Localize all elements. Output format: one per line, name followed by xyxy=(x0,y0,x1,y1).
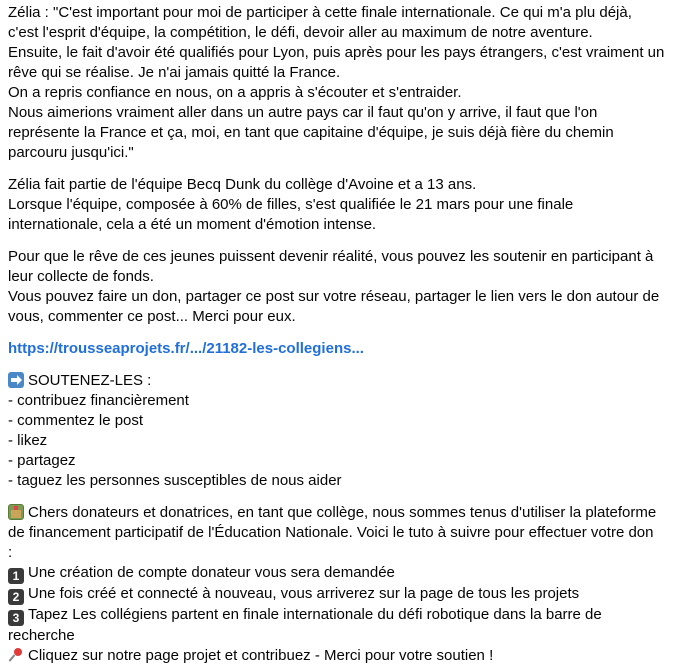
donation-link[interactable]: https://trousseaprojets.fr/.../21182-les-collegiens... xyxy=(8,340,364,357)
keycap-3-icon: 3 xyxy=(8,610,24,626)
team-line: internationale, cela a été un moment d'émotion intense. xyxy=(8,216,377,233)
step-3-text: Tapez Les collégiens partent en finale internationale du défi robotique dans la barre de xyxy=(28,606,602,623)
step-1-text: Une création de compte donateur vous sera demandée xyxy=(28,564,395,581)
step-2 xyxy=(8,584,666,605)
school-icon xyxy=(8,504,24,520)
support-line: Vous pouvez faire un don, partager ce post sur votre réseau, partager le lien vers le don autour de xyxy=(8,288,660,305)
step-3-continued: recherche xyxy=(8,627,75,644)
team-line: Lorsque l'équipe, composée à 60% de filles, s'est qualifiée le 21 mars pour une finale xyxy=(8,196,574,213)
donors-intro-row xyxy=(8,503,666,523)
step-2-text: Une fois créé et connecté à nouveau, vous arriverez sur la page de tous les projets xyxy=(28,585,580,602)
final-step xyxy=(8,646,666,666)
link-paragraph xyxy=(8,339,666,359)
soutenez-heading: SOUTENEZ-LES : xyxy=(28,372,152,389)
support-line: leur collecte de fonds. xyxy=(8,268,154,285)
soutenez-heading-row xyxy=(8,371,666,391)
step-1 xyxy=(8,563,666,584)
donors-section xyxy=(8,503,666,666)
quote-line: parcouru jusqu'ici." xyxy=(8,144,134,161)
list-item: - taguez les personnes susceptibles de nous aider xyxy=(8,472,342,489)
support-line: Pour que le rêve de ces jeunes puissent devenir réalité, vous pouvez les soutenir en participant à xyxy=(8,248,654,265)
support-paragraph xyxy=(8,247,666,327)
team-line: Zélia fait partie de l'équipe Becq Dunk du collège d'Avoine et a 13 ans. xyxy=(8,176,477,193)
soutenez-section xyxy=(8,371,666,491)
list-item: - contribuez financièrement xyxy=(8,392,189,409)
quote-line: rêve qui se réalise. Je n'ai jamais quitté la France. xyxy=(8,64,341,81)
list-item: - likez xyxy=(8,432,48,449)
donors-intro-line: Chers donateurs et donatrices, en tant que collège, nous sommes tenus d'utiliser la plateforme xyxy=(28,504,657,521)
keycap-2-icon: 2 xyxy=(8,589,24,605)
final-step-text: Cliquez sur notre page projet et contribuez - Merci pour votre soutien ! xyxy=(28,647,494,664)
list-item: - partagez xyxy=(8,452,76,469)
support-line: vous, commenter ce post... Merci pour eux. xyxy=(8,308,296,325)
quote-line: Zélia : "C'est important pour moi de participer à cette finale internationale. Ce qui m'a plu déjà, xyxy=(8,4,632,21)
quote-line: c'est l'esprit d'équipe, la compétition, le défi, devoir aller au maximum de notre aventure. xyxy=(8,24,593,41)
team-paragraph xyxy=(8,175,666,235)
step-3 xyxy=(8,605,666,626)
quote-line: On a repris confiance en nous, on a appris à s'écouter et s'entraider. xyxy=(8,84,462,101)
donors-intro-line: de financement participatif de l'Éducation Nationale. Voici le tuto à suivre pour effectuer votre don xyxy=(8,524,654,541)
quote-line: Ensuite, le fait d'avoir été qualifiés pour Lyon, puis après pour les pays étrangers, c'est vraiment un xyxy=(8,44,665,61)
quote-paragraph xyxy=(8,3,666,163)
donors-intro-line: : xyxy=(8,544,13,561)
list-item: - commentez le post xyxy=(8,412,144,429)
quote-line: représente la France et ça, moi, en tant que capitaine d'équipe, je suis déjà fière du chemin xyxy=(8,124,614,141)
pushpin-icon xyxy=(8,647,24,663)
quote-line: Nous aimerions vraiment aller dans un autre pays car il faut qu'on y arrive, il faut que l'on xyxy=(8,104,598,121)
right-arrow-icon xyxy=(8,372,24,388)
keycap-1-icon: 1 xyxy=(8,568,24,584)
